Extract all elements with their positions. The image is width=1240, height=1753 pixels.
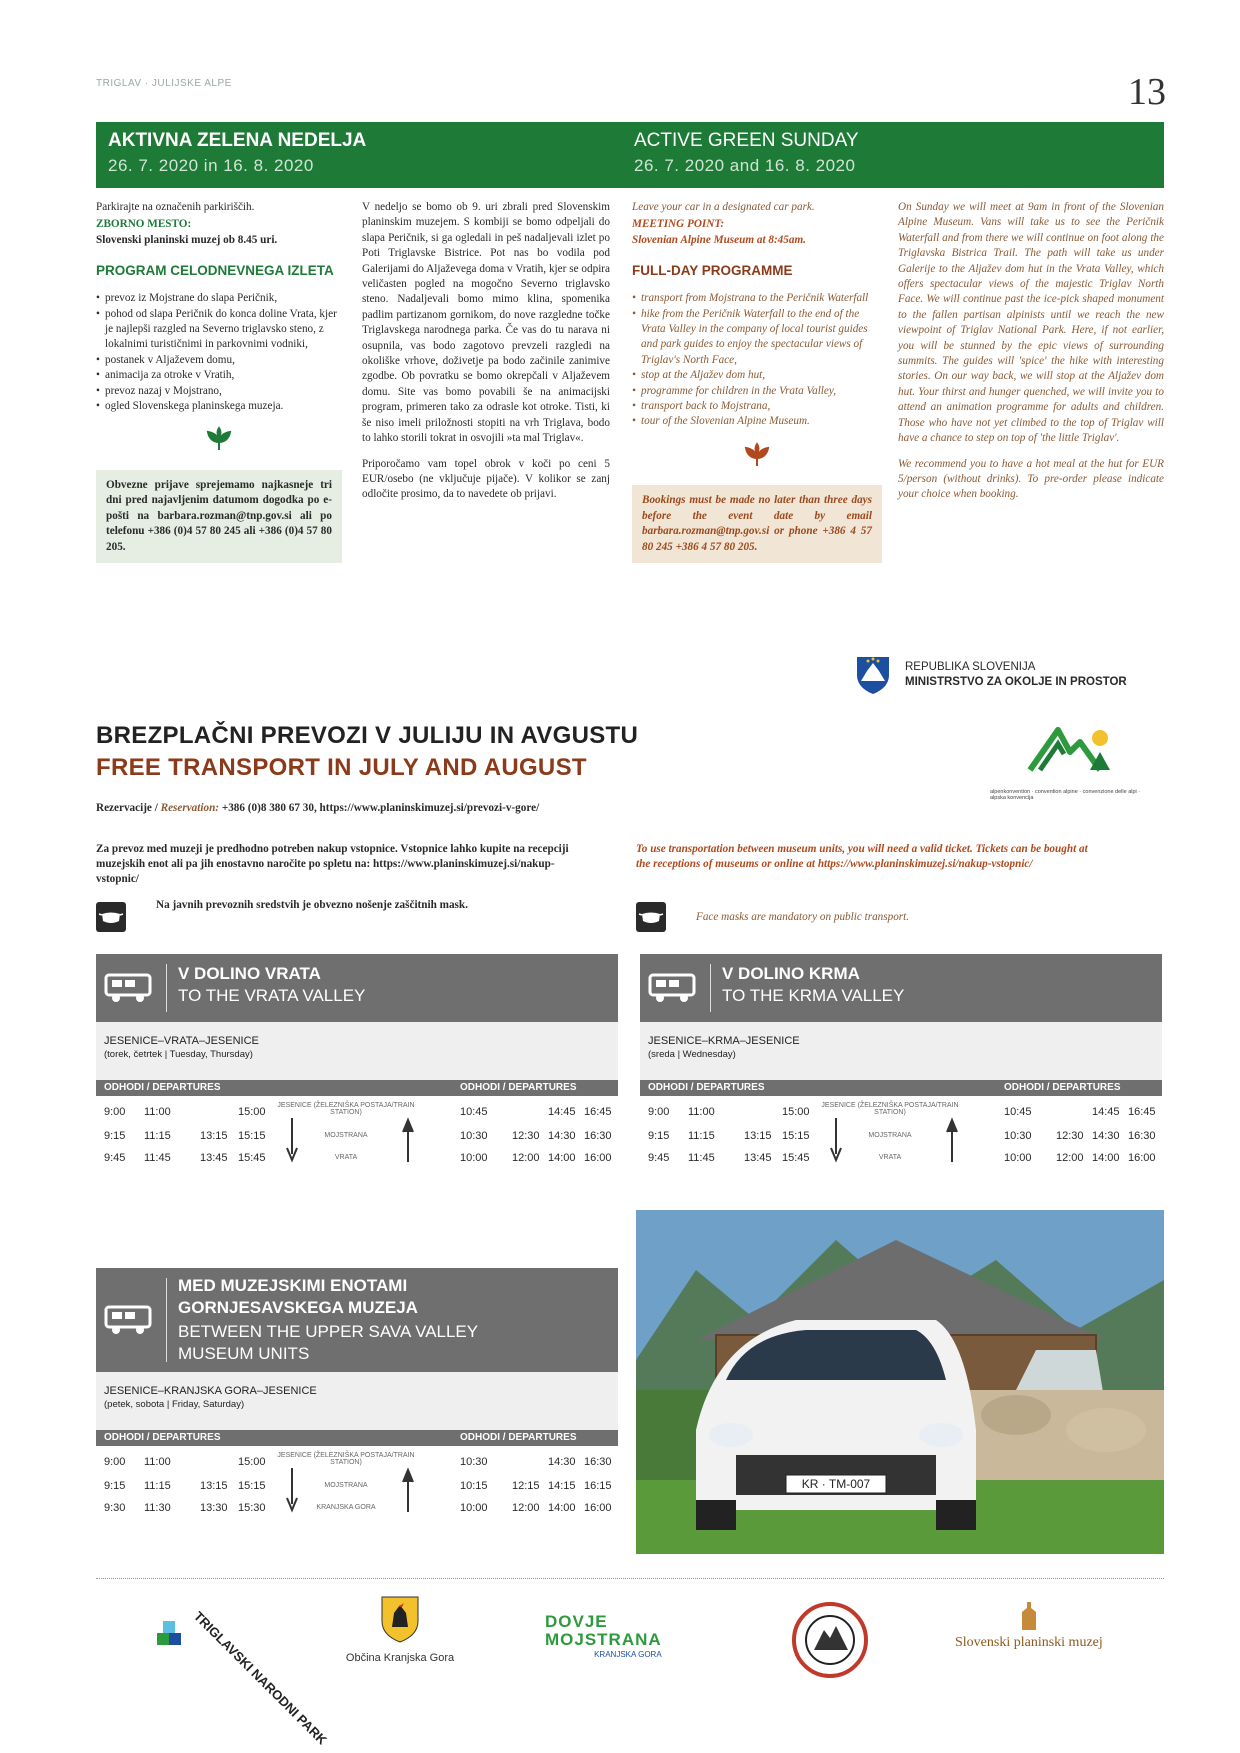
return-time: 14:30 (548, 1456, 576, 1468)
list-item: • programme for children in the Vrata Valley, (632, 384, 882, 399)
arrow-up-icon (946, 1118, 958, 1162)
ministry-name (905, 660, 1127, 690)
departure-time: 15:45 (238, 1152, 266, 1164)
departure-time: 15:15 (238, 1130, 266, 1142)
timetable-krma (640, 954, 1162, 1172)
return-time: 10:00 (460, 1152, 488, 1164)
list-item: • transport back to Mojstrana, (632, 399, 882, 414)
dm-line1: DOVJE (545, 1612, 608, 1631)
return-time: 16:15 (584, 1480, 612, 1492)
parking-text: Parkirajte na označenih parkiriščih. (96, 201, 255, 213)
station-name: VRATA (878, 1154, 902, 1161)
departure-time: 9:45 (104, 1152, 126, 1164)
departure-time: 11:15 (144, 1130, 171, 1142)
departure-time: 13:30 (200, 1502, 228, 1514)
sprout-icon (632, 444, 882, 471)
page-number: 13 (1128, 71, 1166, 113)
station-name: JESENICE (ŽELEZNIŠKA POSTAJA/TRAIN STATION) (277, 1102, 415, 1116)
station-name: KRANJSKA GORA (316, 1504, 376, 1511)
return-time: 14:00 (548, 1502, 576, 1514)
timetable-rows (96, 1096, 618, 1172)
route-days: (petek, sobota | Friday, Saturday) (104, 1399, 245, 1410)
return-time: 16:00 (584, 1152, 612, 1164)
list-item: • tour of the Slovenian Alpine Museum. (632, 414, 882, 429)
event-banner (96, 122, 1164, 188)
ticket-info-en: To use transportation between museum units, you will need a valid ticket. Tickets can be bought at the receptions of museums or online at https://www.planinskimuzej.si/nakup-vstopnic/ (636, 843, 1088, 870)
return-time: 12:00 (512, 1152, 540, 1164)
museum-tower-icon (1014, 1600, 1044, 1630)
kranjska-gora-logo (340, 1595, 460, 1664)
alpine-caption: alpenkonvention · convention alpine · convenzione delle alpi · alpska konvencija (990, 789, 1141, 801)
timetable-rows (640, 1096, 1162, 1172)
kranjska-gora-crest-icon (380, 1595, 420, 1643)
departures-label: ODHODI / DEPARTURES (1004, 1082, 1121, 1093)
return-time: 10:30 (460, 1130, 488, 1142)
route-days: (sreda | Wednesday) (648, 1049, 736, 1060)
return-time: 10:30 (460, 1456, 488, 1468)
arrow-down-icon (286, 1468, 298, 1512)
arrow-up-icon (402, 1468, 414, 1512)
list-item: • postanek v Aljaževem domu, (96, 353, 342, 368)
slovenian-alpine-museum-logo (955, 1600, 1103, 1651)
route-name: JESENICE–KRMA–JESENICE (648, 1035, 800, 1047)
banner-dates-en: 26. 7. 2020 and 16. 8. 2020 (634, 156, 856, 175)
mask-notice-sl: Na javnih prevoznih sredstvih je obvezno nošenje zaščitnih mask. (156, 899, 468, 911)
departure-time: 9:30 (104, 1502, 126, 1514)
route-title-sl: V DOLINO KRMA (722, 964, 860, 983)
route-info (96, 1022, 618, 1080)
route-name: JESENICE–VRATA–JESENICE (104, 1035, 259, 1047)
departure-time: 11:45 (688, 1152, 715, 1164)
return-time: 12:00 (512, 1502, 540, 1514)
return-time: 16:45 (1128, 1106, 1156, 1118)
arrow-up-icon (402, 1118, 414, 1162)
departures-label: ODHODI / DEPARTURES (460, 1432, 577, 1443)
transport-title-sl: BREZPLAČNI PREVOZI V JULIJU IN AVGUSTU (96, 722, 639, 749)
return-time: 14:00 (1092, 1152, 1120, 1164)
departure-time: 15:15 (782, 1130, 810, 1142)
ticket-info-sl: Za prevoz med muzeji je predhodno potreben nakup vstopnice. Vstopnice lahko kupite na recepciji muzejskih enot ali pa jih enostavno naročite po spletu na: https://www.planinskimuzej.si/nakup-vstopnic/ (96, 843, 569, 885)
reservation-line (96, 802, 539, 814)
departure-time: 11:00 (688, 1106, 715, 1118)
departures-label: ODHODI / DEPARTURES (104, 1432, 221, 1443)
sprout-icon (96, 428, 342, 455)
route-title-en: TO THE VRATA VALLEY (178, 986, 366, 1005)
return-time: 12:00 (1056, 1152, 1084, 1164)
dm-line2: MOJSTRANA (545, 1630, 662, 1649)
departures-bar (96, 1080, 618, 1096)
bus-icon (104, 972, 154, 1004)
return-time: 10:00 (1004, 1152, 1032, 1164)
reservation-label-en: Reservation: (160, 802, 220, 814)
departure-time: 15:00 (782, 1106, 810, 1118)
list-item: • prevoz nazaj v Mojstrano, (96, 384, 342, 399)
tnp-logo (155, 1605, 330, 1748)
museum-text: Slovenski planinski muzej (955, 1635, 1103, 1650)
route-title-en: TO THE KRMA VALLEY (722, 986, 905, 1005)
column-en-description (898, 200, 1164, 505)
tourism-society-seal-icon (790, 1600, 870, 1685)
timetable-header (96, 1268, 618, 1372)
departure-time: 13:45 (200, 1152, 228, 1164)
route-title-sl: MED MUZEJSKIMI ENOTAMI (178, 1276, 408, 1295)
meeting-point-label: ZBORNO MESTO: (96, 218, 192, 231)
route-title-en: BETWEEN THE UPPER SAVA VALLEY (178, 1322, 479, 1341)
alpine-convention-logo (990, 722, 1150, 801)
station-name: MOJSTRANA (324, 1482, 368, 1489)
program-list (96, 291, 342, 414)
arrow-down-icon (286, 1118, 298, 1162)
departure-time: 11:00 (144, 1456, 171, 1468)
route-info (96, 1372, 618, 1430)
footer-divider (96, 1578, 1164, 1579)
departure-time: 9:00 (648, 1106, 670, 1118)
parking-text-en: Leave your car in a designated car park. (632, 201, 815, 213)
column-en-program (632, 200, 882, 563)
list-item: • stop at the Aljažev dom hut, (632, 368, 882, 383)
meeting-point-text: Slovenski planinski muzej ob 8.45 uri. (96, 233, 278, 246)
face-mask-icon (96, 902, 126, 932)
timetable-header (640, 954, 1162, 1022)
list-item: • transport from Mojstrana to the Peričnik Waterfall (632, 291, 882, 306)
return-time: 10:15 (460, 1480, 488, 1492)
meeting-point-text-en: Slovenian Alpine Museum at 8:45am. (632, 233, 806, 246)
timetable-header (96, 954, 618, 1022)
list-item: • ogled Slovenskega planinskega muzeja. (96, 399, 342, 414)
departure-time: 11:15 (688, 1130, 715, 1142)
departures-bar (640, 1080, 1162, 1096)
departure-time: 9:45 (648, 1152, 670, 1164)
departure-time: 11:30 (144, 1502, 171, 1514)
departures-label: ODHODI / DEPARTURES (648, 1082, 765, 1093)
return-time: 10:45 (1004, 1106, 1032, 1118)
station-name: MOJSTRANA (868, 1132, 912, 1139)
route-days: (torek, četrtek | Tuesday, Thursday) (104, 1049, 253, 1060)
program-list-en (632, 291, 882, 430)
departures-bar (96, 1430, 618, 1446)
bus-icon (104, 1304, 154, 1336)
return-time: 16:00 (1128, 1152, 1156, 1164)
list-item: • prevoz iz Mojstrane do slapa Peričnik, (96, 291, 342, 306)
return-time: 16:00 (584, 1502, 612, 1514)
ministry-line1: REPUBLIKA SLOVENIJA (905, 661, 1036, 673)
meeting-point-label-en: MEETING POINT: (632, 218, 725, 231)
return-time: 12:30 (512, 1130, 540, 1142)
departure-time: 11:00 (144, 1106, 171, 1118)
departure-time: 15:45 (782, 1152, 810, 1164)
return-time: 10:30 (1004, 1130, 1032, 1142)
departure-time: 15:00 (238, 1456, 266, 1468)
return-time: 10:00 (460, 1502, 488, 1514)
return-time: 14:30 (548, 1130, 576, 1142)
list-item: • hike from the Peričnik Waterfall to the end of the Vrata Valley in the company of local tourist guides and park guides to enjoy the spectacular views of Triglav's North Face, (632, 307, 882, 369)
return-time: 14:45 (1092, 1106, 1120, 1118)
description-text-en: On Sunday we will meet at 9am in front of the Slovenian Alpine Museum. Vans will take us to see the Peričnik Waterfall and from there we will continue on foot along the Triglavska Bistrica Trail. The path will take us under Galerije to the Aljažev dom hut in the Vrata Valley, which offers spectacular views of the majestic Triglav North Face. We will continue past the ice-pick shaped monument to the fallen partisan alpinists until we reach the new viewpoint of Triglav National Park. Here, if not earlier, you will be stunned by the epic views of surrounding summits. The guides will 'spice' the hike with interesting stories. On our way back, we will stop at the Aljažev dom hut. Your thirst and hunger quenched, we will invite you to attend an animation programme for adults and children. Those who have not yet climbed to the top of Triglav will have a chance to step on top of 'the little Triglav'. (898, 201, 1164, 445)
return-time: 16:30 (584, 1456, 612, 1468)
list-item: • pohod od slapa Peričnik do konca doline Vrata, kjer je najlepši razgled na Severno triglavsko steno, z lokalnimi turističnimi in parkovnimi vodniki, (96, 307, 342, 353)
kranjska-gora-text: Občina Kranjska Gora (345, 1652, 455, 1664)
route-name: JESENICE–KRANJSKA GORA–JESENICE (104, 1385, 317, 1397)
timetable-rows (96, 1446, 618, 1522)
departure-time: 13:15 (744, 1130, 772, 1142)
return-time: 10:45 (460, 1106, 488, 1118)
banner-title-en: ACTIVE GREEN SUNDAY (634, 130, 859, 151)
face-mask-icon (636, 902, 666, 932)
return-time: 14:15 (548, 1480, 576, 1492)
mask-notice-en: Face masks are mandatory on public transport. (696, 911, 910, 923)
departures-label: ODHODI / DEPARTURES (460, 1082, 577, 1093)
banner-title-sl: AKTIVNA ZELENA NEDELJA (108, 130, 367, 151)
banner-dates-sl: 26. 7. 2020 in 16. 8. 2020 (108, 156, 314, 175)
booking-notice-en: Bookings must be made no later than three days before the event date by email barbara.rozman@tnp.gov.si or phone +386 4 57 80 245 +386 4 57 80 205. (632, 485, 882, 563)
departure-time: 9:15 (648, 1130, 670, 1142)
column-sl-description (362, 200, 610, 505)
return-time: 12:15 (512, 1480, 540, 1492)
program-heading: PROGRAM CELODNEVNEGA IZLETA (96, 263, 334, 279)
departure-time: 9:00 (104, 1106, 126, 1118)
running-header: TRIGLAV · JULIJSKE ALPE (96, 78, 232, 89)
timetable-museum-units (96, 1268, 618, 1522)
bus-icon (648, 972, 698, 1004)
departure-time: 11:45 (144, 1152, 171, 1164)
return-time: 14:45 (548, 1106, 576, 1118)
departures-label: ODHODI / DEPARTURES (104, 1082, 221, 1093)
list-item: • animacija za otroke v Vratih, (96, 368, 342, 383)
station-name: VRATA (334, 1154, 358, 1161)
station-name: JESENICE (ŽELEZNIŠKA POSTAJA/TRAIN STATION) (277, 1452, 415, 1466)
return-time: 14:00 (548, 1152, 576, 1164)
return-time: 16:45 (584, 1106, 612, 1118)
license-plate: KR · TM-007 (801, 1477, 871, 1491)
electric-van-photo (636, 1210, 1164, 1554)
ministry-line2: MINISTRSTVO ZA OKOLJE IN PROSTOR (905, 676, 1127, 688)
column-sl-program (96, 200, 342, 563)
route-title-sl-2: GORNJESAVSKEGA MUZEJA (178, 1298, 418, 1317)
arrow-down-icon (830, 1118, 842, 1162)
return-time: 12:30 (1056, 1130, 1084, 1142)
return-time: 16:30 (584, 1130, 612, 1142)
route-info (640, 1022, 1162, 1080)
departure-time: 15:15 (238, 1480, 266, 1492)
reservation-value: +386 (0)8 380 67 30, https://www.planinskimuzej.si/prevozi-v-gore/ (219, 802, 540, 814)
return-time: 14:30 (1092, 1130, 1120, 1142)
departure-time: 9:15 (104, 1130, 126, 1142)
station-name: JESENICE (ŽELEZNIŠKA POSTAJA/TRAIN STATION) (821, 1102, 959, 1116)
program-heading-en: FULL-DAY PROGRAMME (632, 263, 793, 279)
meal-text: Priporočamo vam topel obrok v koči po ceni 5 EUR/osebo (ne vključuje pijače). V kolikor se zanj odločite prosimo, da to navedete ob prijavi. (362, 457, 610, 501)
meal-text-en: We recommend you to have a hot meal at the hut for EUR 5/person (without drinks). To pre-order please indicate your choice when booking. (898, 457, 1164, 501)
transport-title-en: FREE TRANSPORT IN JULY AND AUGUST (96, 754, 587, 781)
departure-time: 15:30 (238, 1502, 266, 1514)
booking-notice-sl: Obvezne prijave sprejemamo najkasneje tri dni pred najavljenim datumom dogodka po e-pošti na barbara.rozman@tnp.gov.si ali po telefonu +386 (0)4 57 80 245 ali +386 (0)4 57 80 205. (96, 470, 342, 563)
dovje-mojstrana-logo (545, 1612, 662, 1659)
departure-time: 13:45 (744, 1152, 772, 1164)
timetable-vrata (96, 954, 618, 1172)
return-time: 16:30 (1128, 1130, 1156, 1142)
tnp-text: TRIGLAVSKI NARODNI PARK (190, 1608, 330, 1748)
station-name: MOJSTRANA (324, 1132, 368, 1139)
departure-time: 11:15 (144, 1480, 171, 1492)
departure-time: 9:15 (104, 1480, 126, 1492)
departure-time: 15:00 (238, 1106, 266, 1118)
departure-time: 13:15 (200, 1480, 228, 1492)
reservation-label-sl: Rezervacije / (96, 802, 161, 814)
route-title-en-2: MUSEUM UNITS (178, 1344, 310, 1363)
departure-time: 9:00 (104, 1456, 126, 1468)
dm-line3: KRANJSKA GORA (594, 1650, 662, 1659)
slovenia-coat-of-arms (855, 655, 891, 700)
description-text: V nedeljo se bomo ob 9. uri zbrali pred Slovenskim planinskim muzejem. S kombiji se bomo odpeljali do slapa Peričnik, si ga ogledali in peš nadaljevali izlet po Poti Triglavske Bistrice. Pot nas bo vodila pod Galerijami do Aljaževega doma v Vratih, kjer se odpira veličasten pogled na mogočno Severno triglavsko steno. Nadaljevali bomo mimo klina, spomenika padlim partizanom gornikom, do nove razgledne točke Triglavskega narodnega parka. Če vas do tu narava ni osupnila, vas bodo zagotovo prevzeli razgledi na okoliške vrhove, doživetje pa bodo začinile zanimive zgodbe. Ob povratku se bomo okrepčali v Aljaževem domu. Site vas bomo povabili še na animacijski program, primeren tako za odrasle kot otroke. Tisti, ki še niso imeli priložnosti stopiti na vrh Triglava, bodo to lahko storili tokrat in osvojili »ta mal Triglav«. (362, 201, 610, 445)
route-title-sl: V DOLINO VRATA (178, 964, 321, 983)
departure-time: 13:15 (200, 1130, 228, 1142)
